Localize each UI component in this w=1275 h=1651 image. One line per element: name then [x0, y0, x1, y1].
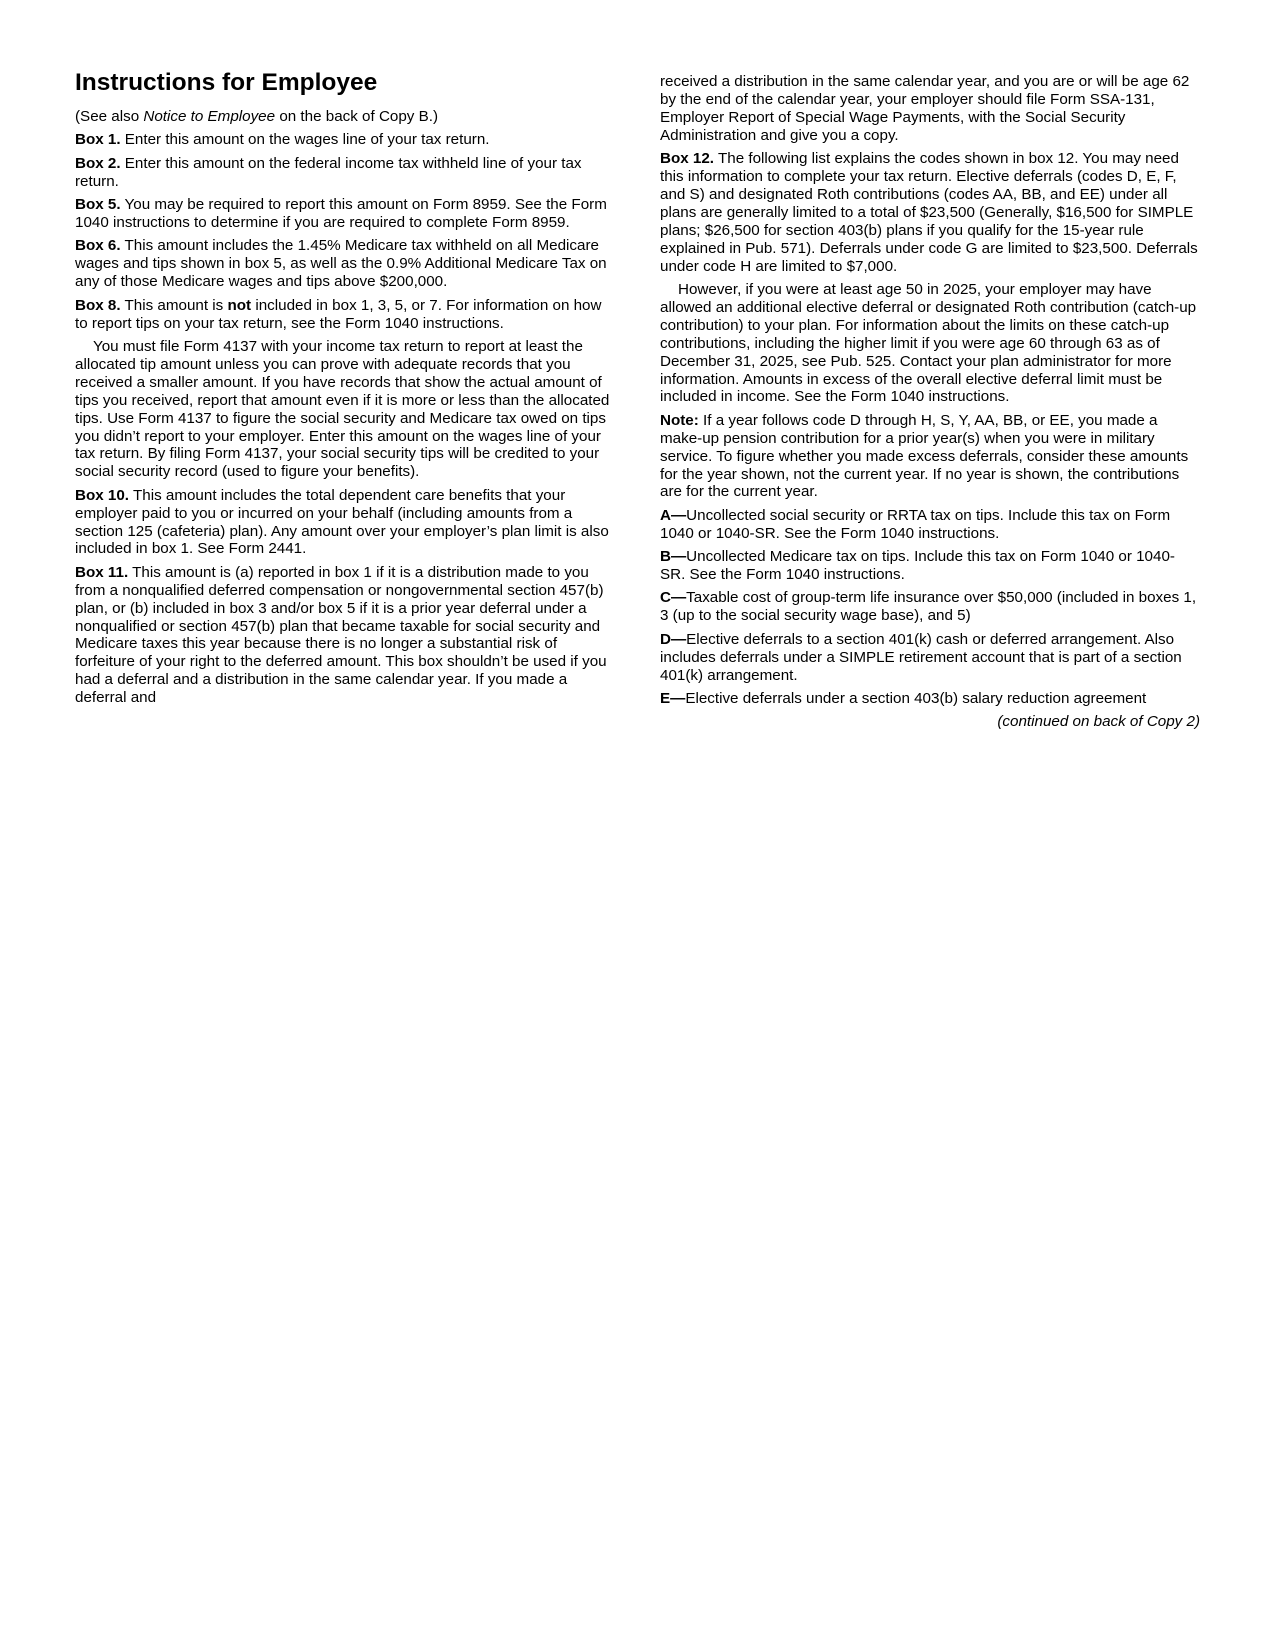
code-e-item: E—Elective deferrals under a section 403(b) salary reduction agreement	[660, 690, 1147, 707]
see-also-note: (See also Notice to Employee on the back of Copy B.)	[75, 108, 439, 125]
page-title: Instructions for Employee	[75, 69, 378, 96]
code-label: C—	[660, 589, 687, 607]
box6-instructions: Box 6. This amount includes the 1.45% Medicare tax withheld on all Medicare wages and tips shown in box 5, as well as the 0.9% Additional Medicare Tax on any of those Medicare wages and tips above $200,000.	[75, 237, 607, 291]
box12-note: Note: If a year follows code D through H, S, Y, AA, BB, or EE, you made a make-up pension contribution for a prior year(s) when you were in military service. To figure whether you made excess deferrals, consider these amounts for the year shown, not the current year. If no year is shown, the contributions are for the current year.	[660, 411, 1189, 501]
continued-note: (continued on back of Copy 2)	[997, 713, 1200, 731]
box-label: Box 10.	[75, 486, 130, 504]
right-column	[660, 73, 1200, 731]
box12-instructions: Box 12. The following list explains the codes shown in box 12. You may need this information to complete your tax return. Elective deferrals (codes D, E, F, and S) and designated Roth contributions (codes AA, BB, and EE) under all plans are generally limited to a total of $23,500 (Generally, $16,500 for SIMPLE plans; $26,500 for section 403(b) plans if you qualify for the 15-year rule explained in Pub. 571). Deferrals under code G are limited to $23,500. Deferrals under code H are limited to $7,000.	[660, 150, 1198, 275]
box-label: Box 12.	[660, 150, 715, 168]
box2-instructions: Box 2. Enter this amount on the federal income tax withheld line of your tax return.	[75, 154, 582, 190]
box-label: Box 2.	[75, 154, 121, 172]
code-label: E—	[660, 690, 686, 707]
box-label: Box 1.	[75, 131, 121, 149]
box11-continuation: received a distribution in the same calendar year, and you are or will be age 62 by the end of the calendar year, your employer should file Form SSA-131, Employer Report of Special Wage Payments, with the Social Security Administration and give you a copy.	[660, 73, 1190, 144]
code-c-item: C—Taxable cost of group-term life insurance over $50,000 (included in boxes 1, 3 (up to the social security wage base), and 5)	[660, 589, 1197, 625]
box-label: Box 5.	[75, 196, 121, 214]
box-label: Box 11.	[75, 563, 129, 581]
box-label: Box 6.	[75, 237, 121, 255]
box-label: Box 8.	[75, 296, 121, 314]
box5-instructions: Box 5. You may be required to report this amount on Form 8959. See the Form 1040 instructions to determine if you are required to complete Form 8959.	[75, 196, 607, 232]
code-label: D—	[660, 630, 687, 648]
code-a-item: A—Uncollected social security or RRTA tax on tips. Include this tax on Form 1040 or 1040-SR. See the Form 1040 instructions.	[660, 506, 1171, 542]
box12-catch-up-paragraph: However, if you were at least age 50 in 2025, your employer may have allowed an additional elective deferral or designated Roth contribution (catch-up contribution) to your plan. For information about the limits on these catch-up contributions, including the higher limit if you were age 60 through 63 as of December 31, 2025, see Pub. 525. Contact your plan administrator for more information. Amounts in excess of the overall elective deferral limit must be included in income. See the Form 1040 instructions.	[660, 280, 1197, 406]
box10-instructions: Box 10. This amount includes the total dependent care benefits that your employer paid to you or incurred on your behalf (including amounts from a section 125 (cafeteria) plan). Any amount over your employer’s plan limit is also included in box 1. See Form 2441.	[75, 486, 609, 558]
box11-instructions: Box 11. This amount is (a) reported in box 1 if it is a distribution made to you from a nonqualified deferred compensation or nongovernmental section 457(b) plan, or (b) included in box 3 and/or box 5 if it is a prior year deferral under a nonqualified or section 457(b) plan that became taxable for social security and Medicare taxes this year because there is no longer a substantial risk of forfeiture of your right to the deferred amount. This box shouldn’t be used if you had a deferral and a distribution in the same calendar year. If you made a deferral and	[75, 563, 607, 707]
box8-form4137-paragraph: You must file Form 4137 with your income tax return to report at least the allocated tip amount unless you can prove with adequate records that you received a smaller amount. If you have records that show the actual amount of tips you received, report that amount even if it is more or less than the allocated tips. Use Form 4137 to figure the social security and Medicare tax owed on tips you didn’t report to your employer. Enter this amount on the wages line of your tax return. By filing Form 4137, your social security tips will be credited to your social security record (used to figure your benefits).	[75, 337, 610, 481]
box1-instructions: Box 1. Enter this amount on the wages line of your tax return.	[75, 131, 490, 149]
note-label: Note:	[660, 411, 699, 429]
code-label: B—	[660, 548, 687, 566]
code-b-item: B—Uncollected Medicare tax on tips. Include this tax on Form 1040 or 1040-SR. See the Form 1040 instructions.	[660, 548, 1175, 584]
left-column	[75, 68, 615, 713]
box8-instructions: Box 8. This amount is not included in box 1, 3, 5, or 7. For information on how to report tips on your tax return, see the Form 1040 instructions.	[75, 296, 602, 332]
code-d-item: D—Elective deferrals to a section 401(k) cash or deferred arrangement. Also includes deferrals under a SIMPLE retirement account that is part of a section 401(k) arrangement.	[660, 630, 1182, 684]
code-label: A—	[660, 506, 687, 524]
